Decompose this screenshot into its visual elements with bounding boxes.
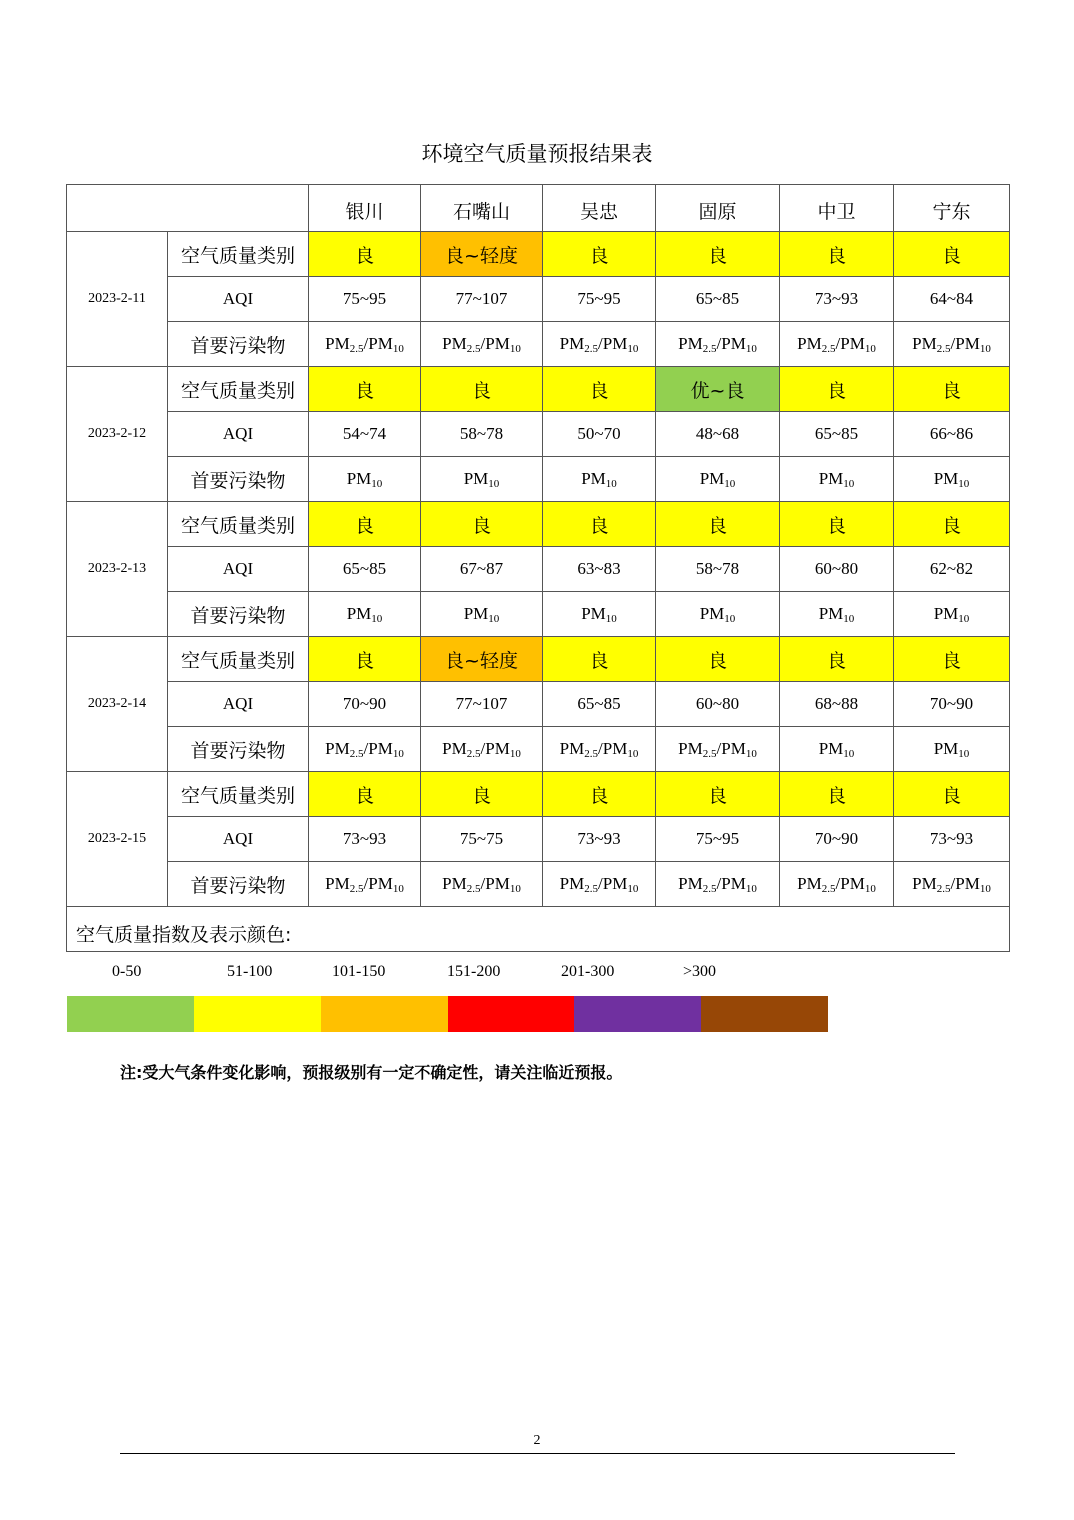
aqi-cell: 75~75 bbox=[421, 817, 543, 862]
aqi-cell: 58~78 bbox=[656, 547, 780, 592]
category-cell: 良~轻度 bbox=[421, 232, 543, 277]
aqi-cell: 66~86 bbox=[894, 412, 1010, 457]
category-cell: 良 bbox=[894, 637, 1010, 682]
pollutant-cell: $PM_{2.5}/PM_{10}$ bbox=[656, 862, 780, 907]
category-cell: 良 bbox=[309, 232, 421, 277]
legend-color-swatch bbox=[574, 996, 701, 1032]
row-label-category: 空气质量类别 bbox=[168, 637, 309, 682]
pollutant-cell: $PM_{10}$ bbox=[543, 457, 656, 502]
aqi-cell: 75~95 bbox=[309, 277, 421, 322]
forecast-table bbox=[66, 184, 1010, 980]
pollutant-cell: $PM_{2.5}/PM_{10}$ bbox=[421, 862, 543, 907]
pollutant-cell: $PM_{2.5}/PM_{10}$ bbox=[894, 322, 1010, 367]
category-cell: 良 bbox=[543, 772, 656, 817]
pollutant-cell: $PM_{10}$ bbox=[780, 457, 894, 502]
pollutant-cell: $PM_{2.5}/PM_{10}$ bbox=[421, 322, 543, 367]
aqi-cell: 63~83 bbox=[543, 547, 656, 592]
date-cell: 2023-2-11 bbox=[67, 232, 168, 367]
aqi-cell: 50~70 bbox=[543, 412, 656, 457]
aqi-cell: 70~90 bbox=[780, 817, 894, 862]
row-label-pollutant: 首要污染物 bbox=[168, 592, 309, 637]
aqi-cell: 65~85 bbox=[309, 547, 421, 592]
date-cell: 2023-2-15 bbox=[67, 772, 168, 907]
aqi-cell: 77~107 bbox=[421, 682, 543, 727]
legend-cell bbox=[67, 907, 1010, 980]
aqi-cell: 70~90 bbox=[894, 682, 1010, 727]
pollutant-cell: $PM_{10}$ bbox=[543, 592, 656, 637]
category-cell: 良 bbox=[543, 232, 656, 277]
aqi-cell: 60~80 bbox=[780, 547, 894, 592]
legend-color-swatch bbox=[67, 996, 194, 1032]
aqi-cell: 60~80 bbox=[656, 682, 780, 727]
footer-rule bbox=[120, 1453, 955, 1454]
pollutant-cell: $PM_{10}$ bbox=[309, 457, 421, 502]
pollutant-cell: $PM_{2.5}/PM_{10}$ bbox=[780, 322, 894, 367]
row-label-aqi: AQI bbox=[168, 547, 309, 592]
aqi-row bbox=[67, 817, 1010, 862]
aqi-cell: 73~93 bbox=[309, 817, 421, 862]
category-cell: 良 bbox=[543, 367, 656, 412]
pollutant-cell: $PM_{10}$ bbox=[894, 457, 1010, 502]
aqi-cell: 54~74 bbox=[309, 412, 421, 457]
category-cell: 良 bbox=[309, 502, 421, 547]
pollutant-cell: $PM_{10}$ bbox=[656, 457, 780, 502]
aqi-cell: 58~78 bbox=[421, 412, 543, 457]
category-cell: 良 bbox=[780, 367, 894, 412]
category-row bbox=[67, 637, 1010, 682]
pollutant-cell: $PM_{2.5}/PM_{10}$ bbox=[543, 322, 656, 367]
category-cell: 良 bbox=[543, 502, 656, 547]
column-header-station: 中卫 bbox=[780, 185, 894, 232]
row-label-pollutant: 首要污染物 bbox=[168, 322, 309, 367]
category-cell: 优~良 bbox=[656, 367, 780, 412]
category-cell: 良 bbox=[309, 637, 421, 682]
pollutant-cell: $PM_{2.5}/PM_{10}$ bbox=[894, 862, 1010, 907]
date-cell: 2023-2-12 bbox=[67, 367, 168, 502]
aqi-cell: 73~93 bbox=[780, 277, 894, 322]
category-cell: 良 bbox=[656, 502, 780, 547]
legend-range-label: 151-200 bbox=[447, 963, 501, 980]
row-label-aqi: AQI bbox=[168, 682, 309, 727]
aqi-cell: 73~93 bbox=[543, 817, 656, 862]
category-row bbox=[67, 232, 1010, 277]
pollutant-cell: $PM_{10}$ bbox=[309, 592, 421, 637]
column-header-station: 吴忠 bbox=[543, 185, 656, 232]
category-cell: 良 bbox=[656, 772, 780, 817]
row-label-aqi: AQI bbox=[168, 277, 309, 322]
pollutant-cell: $PM_{2.5}/PM_{10}$ bbox=[421, 727, 543, 772]
header-corner bbox=[67, 185, 309, 232]
pollutant-cell: $PM_{2.5}/PM_{10}$ bbox=[656, 727, 780, 772]
aqi-row bbox=[67, 682, 1010, 727]
column-header-station: 固原 bbox=[656, 185, 780, 232]
date-cell: 2023-2-14 bbox=[67, 637, 168, 772]
column-header-station: 银川 bbox=[309, 185, 421, 232]
pollutant-cell: $PM_{10}$ bbox=[656, 592, 780, 637]
column-header-station: 石嘴山 bbox=[421, 185, 543, 232]
page-number: 2 bbox=[533, 1433, 541, 1448]
category-row bbox=[67, 772, 1010, 817]
legend-color-swatch bbox=[321, 996, 448, 1032]
pollutant-cell: $PM_{10}$ bbox=[421, 457, 543, 502]
legend-range-label: >300 bbox=[683, 963, 717, 980]
aqi-cell: 75~95 bbox=[656, 817, 780, 862]
pollutant-row bbox=[67, 592, 1010, 637]
header-row bbox=[67, 185, 1010, 232]
category-cell: 良 bbox=[894, 232, 1010, 277]
row-label-category: 空气质量类别 bbox=[168, 502, 309, 547]
category-cell: 良 bbox=[656, 232, 780, 277]
category-cell: 良 bbox=[780, 637, 894, 682]
row-label-pollutant: 首要污染物 bbox=[168, 862, 309, 907]
row-label-aqi: AQI bbox=[168, 817, 309, 862]
category-cell: 良 bbox=[421, 367, 543, 412]
aqi-cell: 65~85 bbox=[656, 277, 780, 322]
forecast-note: 注:受大气条件变化影响，预报级别有一定不确定性，请关注临近预报。 bbox=[120, 1063, 623, 1082]
row-label-category: 空气质量类别 bbox=[168, 232, 309, 277]
aqi-cell: 77~107 bbox=[421, 277, 543, 322]
pollutant-row bbox=[67, 322, 1010, 367]
aqi-cell: 64~84 bbox=[894, 277, 1010, 322]
category-cell: 良 bbox=[421, 502, 543, 547]
category-row bbox=[67, 367, 1010, 412]
aqi-cell: 65~85 bbox=[543, 682, 656, 727]
pollutant-cell: $PM_{10}$ bbox=[421, 592, 543, 637]
category-cell: 良 bbox=[543, 637, 656, 682]
legend-range-label: 0-50 bbox=[112, 963, 142, 980]
pollutant-row bbox=[67, 457, 1010, 502]
pollutant-cell: $PM_{2.5}/PM_{10}$ bbox=[543, 862, 656, 907]
row-label-pollutant: 首要污染物 bbox=[168, 457, 309, 502]
category-cell: 良 bbox=[421, 772, 543, 817]
document-title: 环境空气质量预报结果表 bbox=[421, 142, 653, 166]
legend-row bbox=[67, 907, 1010, 952]
pollutant-cell: $PM_{10}$ bbox=[780, 727, 894, 772]
row-label-pollutant: 首要污染物 bbox=[168, 727, 309, 772]
category-cell: 良 bbox=[894, 502, 1010, 547]
date-cell: 2023-2-13 bbox=[67, 502, 168, 637]
aqi-row bbox=[67, 412, 1010, 457]
legend-title: 空气质量指数及表示颜色: bbox=[76, 924, 292, 946]
aqi-cell: 70~90 bbox=[309, 682, 421, 727]
category-cell: 良 bbox=[780, 772, 894, 817]
pollutant-cell: $PM_{2.5}/PM_{10}$ bbox=[780, 862, 894, 907]
category-cell: 良 bbox=[656, 637, 780, 682]
aqi-row bbox=[67, 277, 1010, 322]
category-cell: 良 bbox=[309, 772, 421, 817]
category-cell: 良 bbox=[780, 502, 894, 547]
aqi-cell: 48~68 bbox=[656, 412, 780, 457]
legend-range-label: 51-100 bbox=[227, 963, 273, 980]
aqi-cell: 75~95 bbox=[543, 277, 656, 322]
category-cell: 良~轻度 bbox=[421, 637, 543, 682]
pollutant-row bbox=[67, 727, 1010, 772]
aqi-cell: 62~82 bbox=[894, 547, 1010, 592]
pollutant-cell: $PM_{2.5}/PM_{10}$ bbox=[656, 322, 780, 367]
pollutant-cell: $PM_{2.5}/PM_{10}$ bbox=[543, 727, 656, 772]
category-cell: 良 bbox=[780, 232, 894, 277]
pollutant-cell: $PM_{10}$ bbox=[780, 592, 894, 637]
row-label-aqi: AQI bbox=[168, 412, 309, 457]
category-cell: 良 bbox=[894, 772, 1010, 817]
category-row bbox=[67, 502, 1010, 547]
pollutant-cell: $PM_{2.5}/PM_{10}$ bbox=[309, 862, 421, 907]
column-header-station: 宁东 bbox=[894, 185, 1010, 232]
aqi-cell: 73~93 bbox=[894, 817, 1010, 862]
category-cell: 良 bbox=[894, 367, 1010, 412]
legend-color-swatch bbox=[194, 996, 321, 1032]
legend-range-label: 201-300 bbox=[561, 963, 615, 980]
pollutant-cell: $PM_{2.5}/PM_{10}$ bbox=[309, 322, 421, 367]
pollutant-cell: $PM_{10}$ bbox=[894, 727, 1010, 772]
row-label-category: 空气质量类别 bbox=[168, 367, 309, 412]
aqi-row bbox=[67, 547, 1010, 592]
pollutant-row bbox=[67, 862, 1010, 907]
row-label-category: 空气质量类别 bbox=[168, 772, 309, 817]
aqi-cell: 65~85 bbox=[780, 412, 894, 457]
legend-color-swatch bbox=[701, 996, 828, 1032]
legend-color-swatch bbox=[448, 996, 575, 1032]
pollutant-cell: $PM_{2.5}/PM_{10}$ bbox=[309, 727, 421, 772]
aqi-cell: 67~87 bbox=[421, 547, 543, 592]
pollutant-cell: $PM_{10}$ bbox=[894, 592, 1010, 637]
legend-range-label: 101-150 bbox=[332, 963, 386, 980]
aqi-cell: 68~88 bbox=[780, 682, 894, 727]
category-cell: 良 bbox=[309, 367, 421, 412]
